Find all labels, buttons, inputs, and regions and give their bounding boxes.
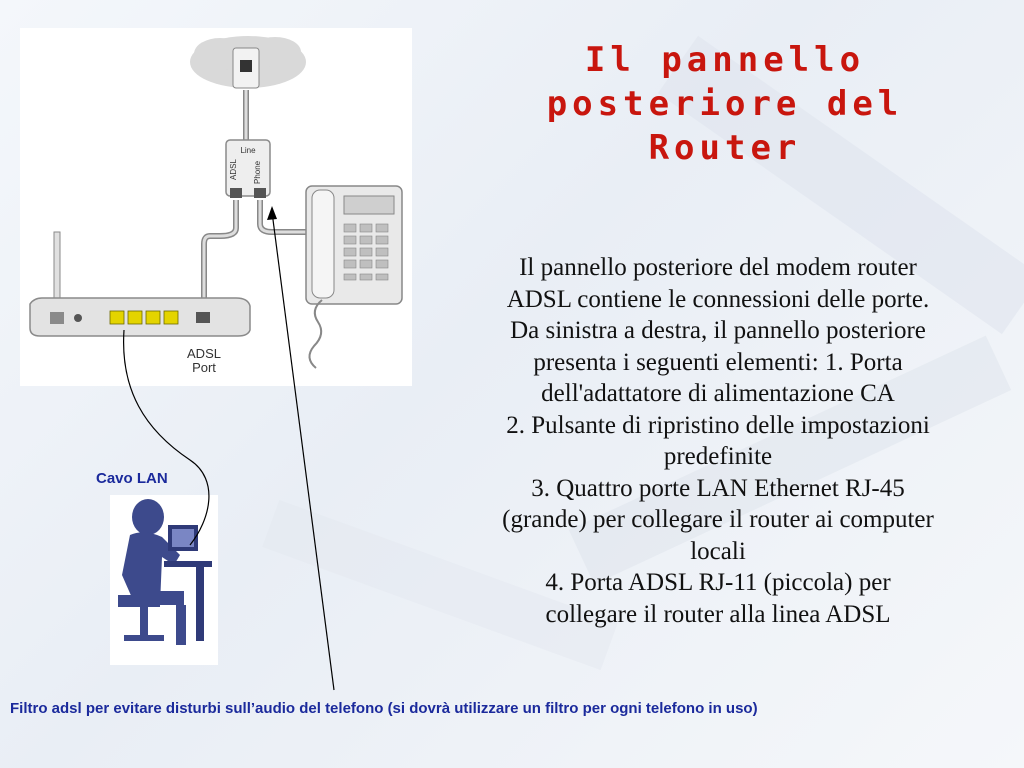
filter-line-label: Line [240, 146, 256, 155]
paragraph-line: locali [690, 537, 746, 565]
filter-adsl-label: ADSL [229, 159, 238, 180]
slide-title [470, 38, 980, 170]
adsl-port-label: ADSL [187, 346, 221, 361]
title-line: posteriore del [546, 84, 904, 124]
paragraph-line: 3. Quattro porte LAN Ethernet RJ-45 [531, 474, 905, 502]
paragraph-line: (grande) per collegare il router ai computer [502, 506, 934, 533]
router-icon [30, 298, 250, 336]
adsl-port-label-2: Port [192, 360, 216, 375]
router-connection-diagram [20, 28, 412, 386]
wall-jack-icon [190, 36, 306, 88]
description-paragraph [418, 252, 1018, 630]
paragraph-line: ADSL contiene le connessioni delle porte. [506, 285, 930, 313]
paragraph-line: Il pannello posteriore del modem router [519, 254, 917, 281]
paragraph-line: collegare il router alla linea ADSL [545, 600, 891, 628]
adsl-filter [226, 140, 270, 198]
paragraph-line: 4. Porta ADSL RJ-11 (piccola) per [545, 569, 891, 596]
paragraph-line: Da sinistra a destra, il pannello posteriore [510, 317, 926, 344]
paragraph-line: dell'adattatore di alimentazione CA [541, 380, 895, 407]
computer-user-icon [110, 495, 218, 665]
filter-caption: Filtro adsl per evitare disturbi sull’audio del telefono (si dovrà utilizzare un filtro per ogni telefono in uso) [10, 700, 758, 717]
filter-phone-label: Phone [253, 160, 262, 184]
paragraph-line: 2. Pulsante di ripristino delle impostazioni [506, 411, 930, 439]
paragraph-line: predefinite [663, 443, 773, 470]
lan-cable-label: Cavo LAN [96, 470, 168, 487]
paragraph-line: presenta i seguenti elementi: 1. Porta [533, 348, 903, 376]
title-line: Router [648, 128, 802, 168]
title-line: Il pannello [584, 40, 866, 80]
